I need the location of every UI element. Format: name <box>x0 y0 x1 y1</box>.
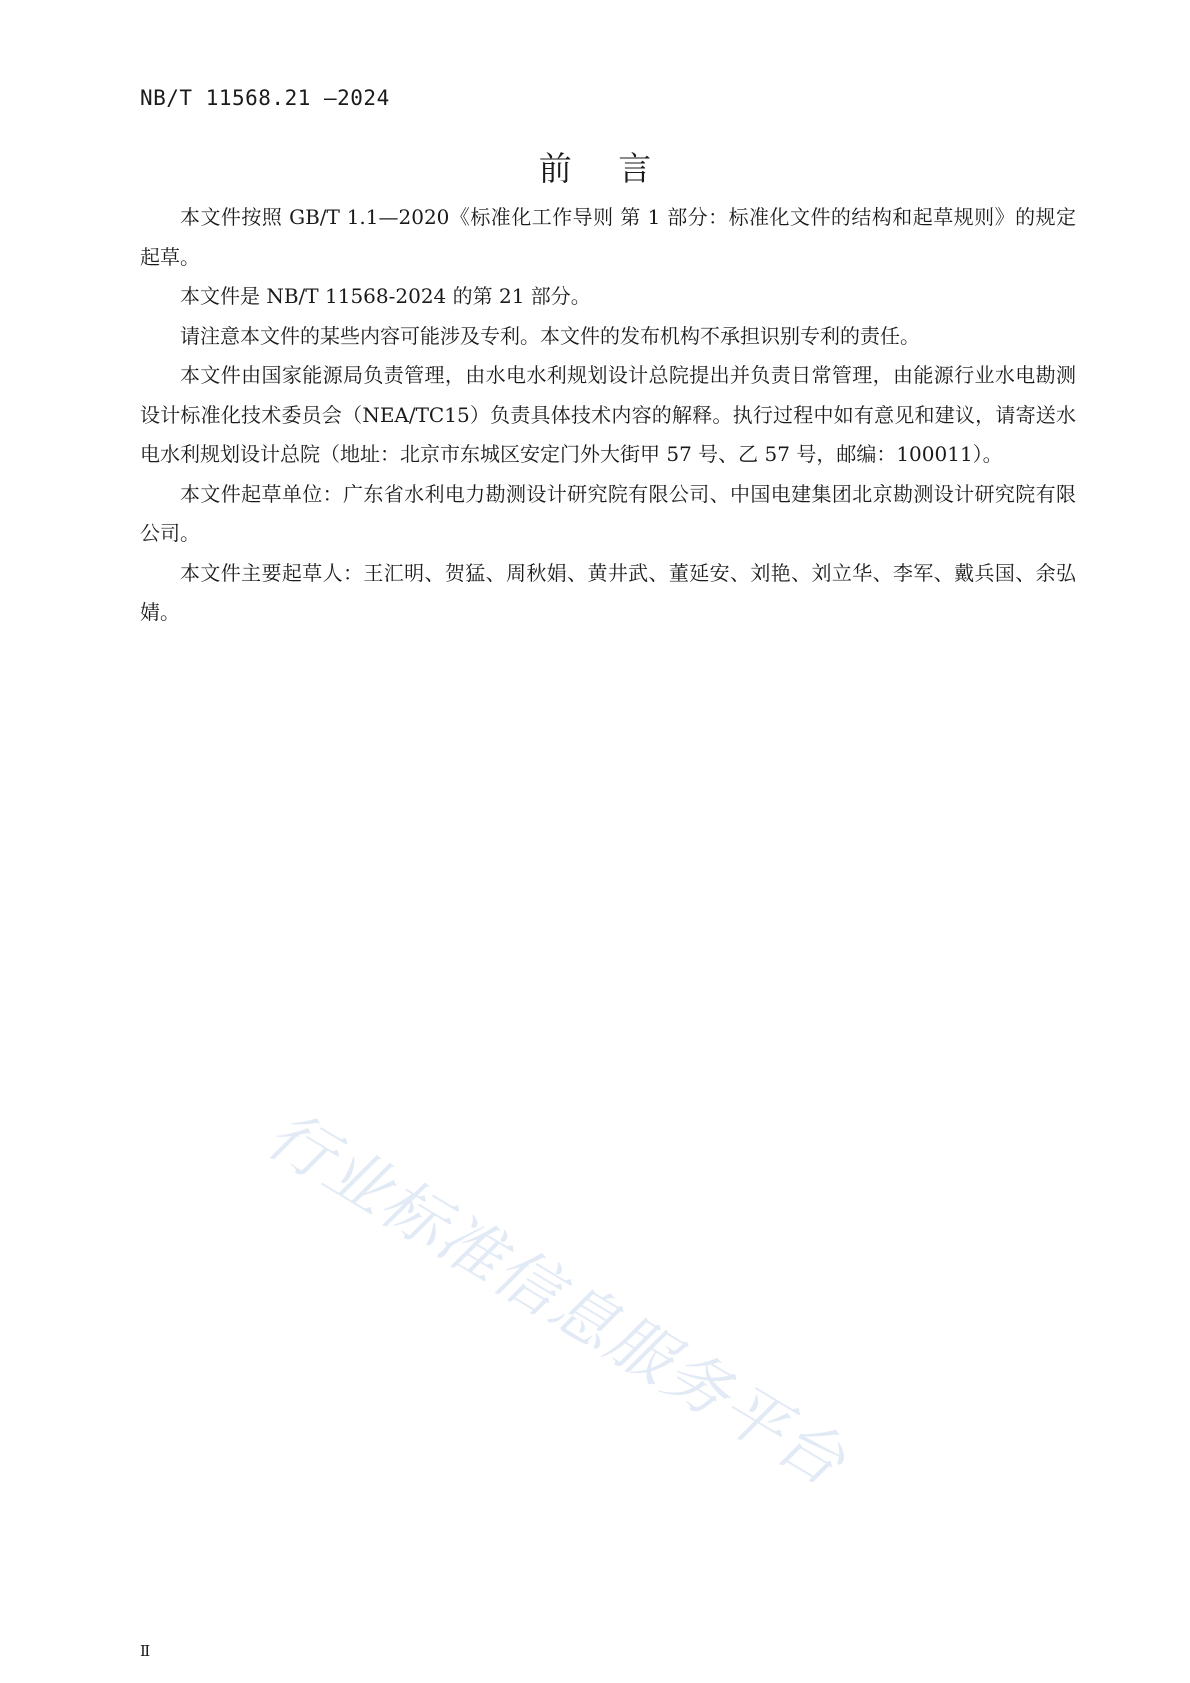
page-number: Ⅱ <box>140 1642 151 1660</box>
paragraph-drafters: 本文件主要起草人：王汇明、贺猛、周秋娟、黄井武、董延安、刘艳、刘立华、李军、戴兵国、余弘婧。 <box>140 560 1076 624</box>
section-title: 前 言 <box>538 149 670 188</box>
paragraph-management: 本文件由国家能源局负责管理，由水电水利规划设计总院提出并负责日常管理，由能源行业水电勘测设计标准化技术委员会（NEA/TC15）负责具体技术内容的解释。执行过程中如有意见和建议，请寄送水电水利规划设计总院（地址：北京市东城区安定门外大街甲 57 号、乙 57 号，邮编：100011）。 <box>140 363 1076 466</box>
paragraph-part-number: 本文件是 NB/T 11568-2024 的第 21 部分。 <box>180 284 591 308</box>
foreword-body <box>140 198 1076 633</box>
document-code-header: NB/T 11568.21 —2024 <box>140 86 390 110</box>
paragraph-drafting-units: 本文件起草单位：广东省水利电力勘测设计研究院有限公司、中国电建集团北京勘测设计研究院有限公司。 <box>140 481 1076 545</box>
paragraph-patent-notice: 请注意本文件的某些内容可能涉及专利。本文件的发布机构不承担识别专利的责任。 <box>180 323 920 348</box>
paragraph-drafting-rules: 本文件按照 GB/T 1.1—2020《标准化工作导则 第 1 部分：标准化文件的结构和起草规则》的规定起草。 <box>140 205 1076 269</box>
watermark: 行业标准信息服务平台 <box>254 1097 859 1502</box>
